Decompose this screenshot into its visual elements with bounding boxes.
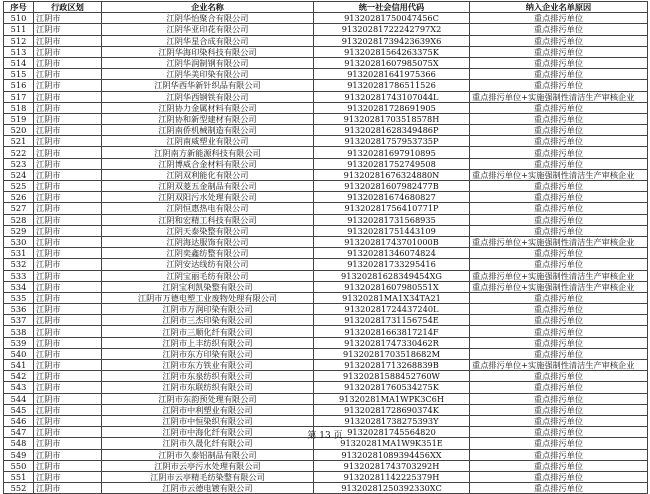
row-credit-code: 91320281733295416: [314, 259, 470, 270]
row-region: 江阴市: [34, 102, 102, 113]
row-region: 江阴市: [34, 192, 102, 203]
row-serial: 514: [4, 57, 34, 68]
table-row: [4, 125, 648, 136]
row-company-name: 江阴双阳污水处理有限公司: [102, 192, 314, 203]
row-region: 江阴市: [34, 382, 102, 393]
row-reason: 重点排污单位: [470, 259, 648, 270]
table-row: [4, 24, 648, 35]
row-company-name: 江阴市上丰纺织有限公司: [102, 337, 314, 348]
row-serial: 542: [4, 371, 34, 382]
table-row: [4, 46, 648, 57]
table-row: [4, 236, 648, 247]
row-company-name: 江阴市东韵预处理有限公司: [102, 393, 314, 404]
row-reason: 重点排污单位: [470, 326, 648, 337]
row-company-name: 江阴恒惠热电有限公司: [102, 203, 314, 214]
row-company-name: 江阴南侨机械制造有限公司: [102, 125, 314, 136]
row-credit-code: 91320281142225379H: [314, 471, 470, 482]
row-company-name: 江阴华西华新针织品有限公司: [102, 80, 314, 91]
row-serial: 516: [4, 80, 34, 91]
row-credit-code: 91320281564263375K: [314, 46, 470, 57]
row-serial: 522: [4, 147, 34, 158]
row-company-name: 江阴华西钢铁有限公司: [102, 91, 314, 102]
table-row: [4, 404, 648, 415]
row-credit-code: 91320281MA1X34TA21: [314, 292, 470, 303]
table-row: [4, 158, 648, 169]
row-company-name: 江阴市久泰铝制品有限公司: [102, 449, 314, 460]
row-serial: 518: [4, 102, 34, 113]
row-region: 江阴市: [34, 337, 102, 348]
row-reason: 重点排污单位: [470, 158, 648, 169]
row-reason: 重点排污单位: [470, 136, 648, 147]
row-serial: 549: [4, 449, 34, 460]
row-region: 江阴市: [34, 57, 102, 68]
row-credit-code: 91320281703518682M: [314, 348, 470, 359]
row-serial: 524: [4, 169, 34, 180]
header-company-name: 企业名称: [102, 2, 314, 13]
row-serial: 530: [4, 236, 34, 247]
row-company-name: 江阴南方新能源科技有限公司: [102, 147, 314, 158]
row-credit-code: 91320281731156754E: [314, 315, 470, 326]
row-company-name: 江阴市三杰印染有限公司: [102, 315, 314, 326]
row-credit-code: 91320281752749508: [314, 158, 470, 169]
row-credit-code: 91320281738275393Y: [314, 415, 470, 426]
row-credit-code: 91320281607985075X: [314, 57, 470, 68]
row-reason: 重点排污单位: [470, 24, 648, 35]
table-row: [4, 270, 648, 281]
row-reason: 重点排污单位: [470, 181, 648, 192]
row-serial: 526: [4, 192, 34, 203]
enterprise-list-table: [3, 1, 648, 494]
row-company-name: 江阴市中利塑业有限公司: [102, 404, 314, 415]
row-reason: 重点排污单位: [470, 192, 648, 203]
table-row: [4, 113, 648, 124]
row-serial: 529: [4, 225, 34, 236]
row-company-name: 江阴华亚印花有限公司: [102, 24, 314, 35]
row-region: 江阴市: [34, 360, 102, 371]
row-credit-code: 91320281713268839B: [314, 360, 470, 371]
row-region: 江阴市: [34, 415, 102, 426]
row-region: 江阴市: [34, 136, 102, 147]
row-company-name: 江阴博威合金材料有限公司: [102, 158, 314, 169]
row-credit-code: 91320281MA1W9K351E: [314, 438, 470, 449]
row-reason: 重点排污单位: [470, 348, 648, 359]
row-credit-code: 91320281751443109: [314, 225, 470, 236]
row-region: 江阴市: [34, 248, 102, 259]
row-region: 江阴市: [34, 460, 102, 471]
row-serial: 533: [4, 270, 34, 281]
row-serial: 520: [4, 125, 34, 136]
row-serial: 545: [4, 404, 34, 415]
row-reason: 重点排污单位: [470, 371, 648, 382]
row-region: 江阴市: [34, 292, 102, 303]
row-reason: 重点排污单位: [470, 315, 648, 326]
row-serial: 546: [4, 415, 34, 426]
table-row: [4, 483, 648, 494]
row-region: 江阴市: [34, 449, 102, 460]
row-region: 江阴市: [34, 304, 102, 315]
row-reason: 重点排污单位: [470, 69, 648, 80]
row-serial: 521: [4, 136, 34, 147]
row-region: 江阴市: [34, 471, 102, 482]
row-reason: 重点排污单位: [470, 125, 648, 136]
table-row: [4, 214, 648, 225]
row-company-name: 江阴市三顺化纤有限公司: [102, 326, 314, 337]
row-company-name: 江阴南威塑业有限公司: [102, 136, 314, 147]
row-region: 江阴市: [34, 404, 102, 415]
row-credit-code: 91320281674680827: [314, 192, 470, 203]
row-company-name: 江阴市云亭精毛纺染整有限公司: [102, 471, 314, 482]
row-serial: 538: [4, 326, 34, 337]
row-credit-code: 91320281739423639X6: [314, 35, 470, 46]
header-serial: 序号: [4, 2, 34, 13]
row-serial: 511: [4, 24, 34, 35]
row-reason: 重点排污单位: [470, 304, 648, 315]
table-row: [4, 13, 648, 24]
table-row: [4, 393, 648, 404]
row-region: 江阴市: [34, 80, 102, 91]
row-serial: 532: [4, 259, 34, 270]
row-region: 江阴市: [34, 427, 102, 438]
row-reason: 重点排污单位: [470, 337, 648, 348]
row-region: 江阴市: [34, 203, 102, 214]
row-company-name: 江阴市万润印染有限公司: [102, 304, 314, 315]
row-credit-code: 91320281728691905: [314, 102, 470, 113]
row-credit-code: 91320281628349486P: [314, 125, 470, 136]
row-reason: 重点排污单位: [470, 57, 648, 68]
row-region: 江阴市: [34, 169, 102, 180]
row-region: 江阴市: [34, 13, 102, 24]
row-credit-code: 91320281722242797X2: [314, 24, 470, 35]
row-reason: 重点排污单位: [470, 415, 648, 426]
table-row: [4, 315, 648, 326]
row-credit-code: 91320281750047456C: [314, 13, 470, 24]
row-company-name: 江阴协力金属材料有限公司: [102, 102, 314, 113]
row-region: 江阴市: [34, 113, 102, 124]
row-reason: 重点排污单位: [470, 203, 648, 214]
row-reason: 重点排污单位: [470, 292, 648, 303]
row-credit-code: 91320281MA1WPK3C6H: [314, 393, 470, 404]
row-reason: 重点排污单位: [470, 393, 648, 404]
row-serial: 528: [4, 214, 34, 225]
row-serial: 534: [4, 281, 34, 292]
row-company-name: 江阴华怡聚合有限公司: [102, 13, 314, 24]
row-company-name: 江阴奕鑫纺整有限公司: [102, 248, 314, 259]
row-company-name: 江阴海达服饰有限公司: [102, 236, 314, 247]
row-region: 江阴市: [34, 69, 102, 80]
row-credit-code: 91320281786511526: [314, 80, 470, 91]
row-region: 江阴市: [34, 214, 102, 225]
row-region: 江阴市: [34, 326, 102, 337]
row-company-name: 江阴市久晟化纤有限公司: [102, 438, 314, 449]
table-row: [4, 360, 648, 371]
table-row: [4, 415, 648, 426]
row-credit-code: 91320281743703292H: [314, 460, 470, 471]
table-header-row: [4, 2, 648, 13]
table-row: [4, 348, 648, 359]
table-row: [4, 169, 648, 180]
row-company-name: 江阴市中恒染织有限公司: [102, 415, 314, 426]
table-row: [4, 69, 648, 80]
row-reason: 重点排污单位: [470, 483, 648, 494]
row-serial: 541: [4, 360, 34, 371]
row-reason: 重点排污单位+实施强制性清洁生产审核企业: [470, 236, 648, 247]
row-serial: 535: [4, 292, 34, 303]
row-serial: 547: [4, 427, 34, 438]
row-company-name: 江阴双菱五金制品有限公司: [102, 181, 314, 192]
row-serial: 510: [4, 13, 34, 24]
row-credit-code: 91320281743107044L: [314, 91, 470, 102]
row-reason: 重点排污单位: [470, 80, 648, 91]
row-company-name: 江阴市云德电镀有限公司: [102, 483, 314, 494]
row-serial: 519: [4, 113, 34, 124]
row-region: 江阴市: [34, 181, 102, 192]
row-serial: 517: [4, 91, 34, 102]
header-region: 行政区划: [34, 2, 102, 13]
row-serial: 513: [4, 46, 34, 57]
table-row: [4, 91, 648, 102]
table-row: [4, 203, 648, 214]
row-serial: 550: [4, 460, 34, 471]
row-credit-code: 91320281760534275K: [314, 382, 470, 393]
row-credit-code: 91320281724437240L: [314, 304, 470, 315]
row-company-name: 江阴华星合成有限公司: [102, 35, 314, 46]
row-region: 江阴市: [34, 125, 102, 136]
row-serial: 544: [4, 393, 34, 404]
row-credit-code: 91320281663817214F: [314, 326, 470, 337]
row-reason: 重点排污单位: [470, 113, 648, 124]
row-company-name: 江阴天泰染整有限公司: [102, 225, 314, 236]
row-region: 江阴市: [34, 393, 102, 404]
row-credit-code: 91320281607980551X: [314, 281, 470, 292]
row-reason: 重点排污单位: [470, 225, 648, 236]
row-company-name: 江阴市云亭污水处理有限公司: [102, 460, 314, 471]
row-region: 江阴市: [34, 158, 102, 169]
table-row: [4, 248, 648, 259]
row-reason: 重点排污单位: [470, 46, 648, 57]
row-reason: 重点排污单位+实施强制性清洁生产审核企业: [470, 169, 648, 180]
row-reason: 重点排污单位: [470, 471, 648, 482]
row-credit-code: 91320281676324880N: [314, 169, 470, 180]
table-row: [4, 281, 648, 292]
table-row: [4, 371, 648, 382]
row-credit-code: 91320281728690374K: [314, 404, 470, 415]
row-reason: 重点排污单位: [470, 427, 648, 438]
row-serial: 531: [4, 248, 34, 259]
row-company-name: 江阴市东方铁业有限公司: [102, 360, 314, 371]
table-row: [4, 102, 648, 113]
row-credit-code: 91320281731568935: [314, 214, 470, 225]
row-serial: 536: [4, 304, 34, 315]
header-reason: 纳入企业名单原因: [470, 2, 648, 13]
row-company-name: 江阴宝丽毛纺有限公司: [102, 270, 314, 281]
row-serial: 515: [4, 69, 34, 80]
row-credit-code: 91320281747330462R: [314, 337, 470, 348]
row-reason: 重点排污单位+实施强制性清洁生产审核企业: [470, 281, 648, 292]
row-serial: 523: [4, 158, 34, 169]
table-body: [4, 13, 648, 494]
row-credit-code: 91320281089394456XX: [314, 449, 470, 460]
row-region: 江阴市: [34, 281, 102, 292]
row-region: 江阴市: [34, 270, 102, 281]
row-company-name: 江阴市万德电塑工业废物处理有限公司: [102, 292, 314, 303]
row-credit-code: 91320281250392330XC: [314, 483, 470, 494]
row-company-name: 江阴市中海化纤有限公司: [102, 427, 314, 438]
row-credit-code: 91320281745564820: [314, 427, 470, 438]
row-reason: 重点排污单位: [470, 35, 648, 46]
row-region: 江阴市: [34, 483, 102, 494]
row-credit-code: 91320281756410771P: [314, 203, 470, 214]
table-row: [4, 35, 648, 46]
row-reason: 重点排污单位: [470, 460, 648, 471]
table-row: [4, 192, 648, 203]
row-credit-code: 91320281743701000B: [314, 236, 470, 247]
table-row: [4, 57, 648, 68]
row-reason: 重点排污单位: [470, 214, 648, 225]
header-credit-code: 统一社会信用代码: [314, 2, 470, 13]
table-row: [4, 225, 648, 236]
row-reason: 重点排污单位: [470, 13, 648, 24]
row-serial: 527: [4, 203, 34, 214]
row-reason: 重点排污单位: [470, 248, 648, 259]
row-region: 江阴市: [34, 225, 102, 236]
table-row: [4, 292, 648, 303]
row-credit-code: 91320281607982477B: [314, 181, 470, 192]
row-credit-code: 91320281757953735P: [314, 136, 470, 147]
row-region: 江阴市: [34, 348, 102, 359]
row-region: 江阴市: [34, 91, 102, 102]
table-row: [4, 471, 648, 482]
table-row: [4, 326, 648, 337]
row-company-name: 江阴宝利凯染整有限公司: [102, 281, 314, 292]
row-reason: 重点排污单位: [470, 147, 648, 158]
row-reason: 重点排污单位: [470, 382, 648, 393]
table-row: [4, 460, 648, 471]
page-number: 第 13 页: [307, 431, 343, 441]
table-row: [4, 382, 648, 393]
row-region: 江阴市: [34, 371, 102, 382]
row-reason: 重点排污单位: [470, 438, 648, 449]
row-company-name: 江阴安达线纺有限公司: [102, 259, 314, 270]
row-region: 江阴市: [34, 438, 102, 449]
row-region: 江阴市: [34, 46, 102, 57]
row-credit-code: 91320281588452760W: [314, 371, 470, 382]
row-company-name: 江阴华润制钢有限公司: [102, 57, 314, 68]
row-serial: 543: [4, 382, 34, 393]
row-serial: 539: [4, 337, 34, 348]
row-region: 江阴市: [34, 24, 102, 35]
table-row: [4, 337, 648, 348]
row-company-name: 江阴市东泉纺织有限公司: [102, 371, 314, 382]
row-serial: 512: [4, 35, 34, 46]
row-serial: 548: [4, 438, 34, 449]
row-region: 江阴市: [34, 259, 102, 270]
row-company-name: 江阴市东联纺织有限公司: [102, 382, 314, 393]
row-serial: 537: [4, 315, 34, 326]
row-credit-code: 91320281703518578H: [314, 113, 470, 124]
row-serial: 551: [4, 471, 34, 482]
table-row: [4, 259, 648, 270]
row-region: 江阴市: [34, 236, 102, 247]
row-company-name: 江阴华海印染科技有限公司: [102, 46, 314, 57]
row-credit-code: 91320281346074824: [314, 248, 470, 259]
row-reason: 重点排污单位: [470, 404, 648, 415]
table-row: [4, 136, 648, 147]
row-reason: 重点排污单位: [470, 102, 648, 113]
row-serial: 552: [4, 483, 34, 494]
row-company-name: 江阴双利能化有限公司: [102, 169, 314, 180]
row-company-name: 江阴市东方印染有限公司: [102, 348, 314, 359]
row-reason: 重点排污单位+实施强制性清洁生产审核企业: [470, 91, 648, 102]
row-company-name: 江阴华美印染有限公司: [102, 69, 314, 80]
row-company-name: 江阴协和新型建材有限公司: [102, 113, 314, 124]
row-reason: 重点排污单位+实施强制性清洁生产审核企业: [470, 360, 648, 371]
row-company-name: 江阴和宏精工科技有限公司: [102, 214, 314, 225]
table-row: [4, 181, 648, 192]
row-reason: 重点排污单位+实施强制性清洁生产审核企业: [470, 270, 648, 281]
row-region: 江阴市: [34, 315, 102, 326]
row-reason: 重点排污单位: [470, 449, 648, 460]
row-credit-code: 91320281641975366: [314, 69, 470, 80]
row-serial: 540: [4, 348, 34, 359]
row-serial: 525: [4, 181, 34, 192]
table-row: [4, 147, 648, 158]
row-region: 江阴市: [34, 147, 102, 158]
row-region: 江阴市: [34, 35, 102, 46]
table-row: [4, 80, 648, 91]
row-credit-code: 91320281697910895: [314, 147, 470, 158]
table-row: [4, 304, 648, 315]
row-credit-code: 91320281628349454XG: [314, 270, 470, 281]
